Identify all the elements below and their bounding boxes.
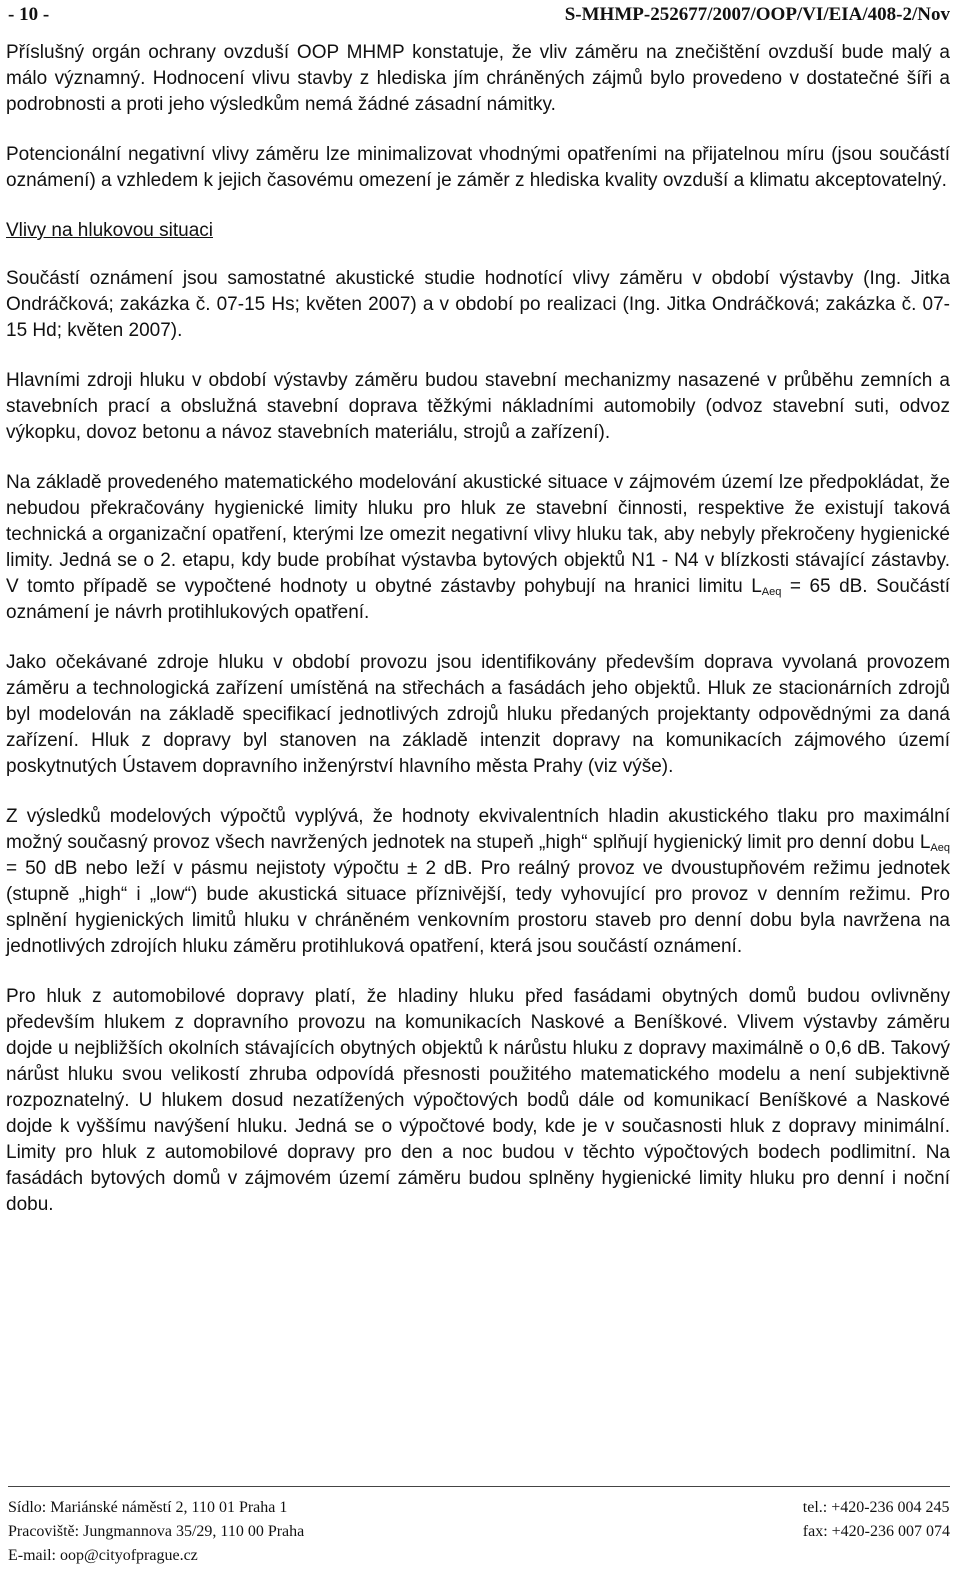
paragraph-acoustic-studies: Součástí oznámení jsou samostatné akustické studie hodnotící vlivy záměru v období výstavby (Ing. Jitka Ondráčková; zakázka č. 07-15 Hs; květen 2007) a v období po realizaci (Ing. Jitka Ondráčková; zakázka č. 07-15 Hd; květen 2007). [6, 268, 950, 341]
footer-workplace: Pracoviště: Jungmannova 35/29, 110 00 Praha [8, 1523, 305, 1540]
paragraph-air-mitigation: Potencionální negativní vlivy záměru lze minimalizovat vhodnými opatřeními na přijatelnou míru (jsou součástí oznámení) a vzhledem k jejich časovému omezení je záměr z hlediska kvality ovzduší a klimatu akceptovatelný. [6, 144, 950, 191]
footer-phone: tel.: +420-236 004 245 [802, 1499, 950, 1516]
page-footer [8, 1474, 950, 1574]
paragraph-text: Na základě provedeného matematického modelování akustické situace v zájmovém území lze předpokládat, že nebudou překračovány hygienické limity hluku pro hluk ze stavební činnosti, respektive že existují taková technická a organizační opatření, kterými lze omezit negativní vlivy hluku tak, aby nebyly překročeny hygienické limity. Jedná se o 2. etapu, kdy bude probíhat výstavba bytových objektů N1 - N4 v blízkosti stávající zástavby. V tomto případě se vypočtené hodnoty u obytné zástavby pohybují na hranici limitu L [6, 472, 950, 597]
footer-address: Sídlo: Mariánské náměstí 2, 110 01 Praha 1 [8, 1499, 288, 1516]
laeq-subscript: Aeq [761, 586, 782, 598]
paragraph-traffic-noise: Pro hluk z automobilové dopravy platí, že hladiny hluku před fasádami obytných domů budou ovlivněny především hlukem z dopravního provozu na komunikacích Naskové a Beníškové. Vlivem výstavby záměru dojde u nejbližších okolních stávajících obytných objektů k nárůstu hluku z dopravy maximálně o 0,6 dB. Takový nárůst hluku svou velikostí zhruba odpovídá přesnosti použitého matematického modelu a není subjektivně rozpoznatelný. U hlukem dosud nezatížených výpočtových bodů dále od komunikací Beníškové a Naskové dojde k vyššímu navýšení hluku. Jedná se o výpočtové body, kde je v současnosti hluk z dopravy minimální. Limity pro hluk z automobilové dopravy pro den a noc budou v těchto výpočtových bodech podlimitní. Na fasádách bytových domů v zájmovém území záměru budou splněny hygienické limity hluku pro denní i noční dobu. [6, 986, 950, 1215]
footer-email: E-mail: oop@cityofprague.cz [8, 1547, 198, 1564]
paragraph-noise-modelling [6, 470, 950, 626]
footer-address-block [8, 1496, 304, 1568]
footer-fax: fax: +420-236 007 074 [802, 1523, 950, 1540]
paragraph-construction-noise-sources: Hlavními zdroji hluku v období výstavby záměru budou stavební mechanizmy nasazené v průběhu zemních a stavebních prací a obslužná stavební doprava těžkými nákladními automobily (odvoz stavební suti, odvoz výkopku, dovoz betonu a návoz stavebních materiálu, strojů a zařízení). [6, 370, 950, 443]
paragraph-text: Z výsledků modelových výpočtů vyplývá, že hodnoty ekvivalentních hladin akustického tlaku pro maximální možný současný provoz všech navržených jednotek na stupeň „high“ splňují hygienický limit pro denní dobu L [6, 806, 950, 853]
paragraph-text: = 50 dB nebo leží v pásmu nejistoty výpočtu ± 2 dB. Pro reálný provoz ve dvoustupňovém režimu jednotek (stupně „high“ i „low“) bude akustická situace příznivější, tedy vyhovující pro provoz v denním režimu. Pro splnění hygienických limitů hluku v chráněném venkovním prostoru staveb pro denní dobu byla navržena na jednotlivých zdrojích hluku záměru protihluková opatření, která jsou součástí oznámení. [6, 858, 950, 957]
section-heading-noise: Vlivy na hlukovou situaci [6, 220, 213, 241]
page-header [8, 4, 950, 34]
paragraph-operation-noise-sources: Jako očekávané zdroje hluku v období provozu jsou identifikovány především doprava vyvolaná provozem záměru a technologická zařízení umístěná na střechách a fasádách jeho objektů. Hluk ze stacionárních zdrojů byl modelován na základě specifikací jednotlivých zdrojů hluku předaných projektanty odpovědnými za daná zařízení. Hluk z dopravy byl stanoven na základě intenzit dopravy na komunikacích zájmového území poskytnutých Ústavem dopravního inženýrství hlavního města Prahy (viz výše). [6, 652, 950, 777]
document-body [6, 40, 950, 1242]
laeq-subscript: Aeq [930, 842, 950, 854]
footer-divider [8, 1486, 950, 1487]
paragraph-model-results [6, 804, 950, 960]
paragraph-air-conclusion: Příslušný orgán ochrany ovzduší OOP MHMP konstatuje, že vliv záměru na znečištění ovzduší bude malý a málo významný. Hodnocení vlivu stavby z hlediska jím chráněných zájmů bylo provedeno v dostatečné šíři a podrobnosti a proti jeho výsledkům nemá žádné zásadní námitky. [6, 42, 950, 115]
document-reference: S-MHMP-252677/2007/OOP/VI/EIA/408-2/Nov [564, 4, 950, 25]
page-number: - 10 - [8, 4, 50, 25]
footer-contact-block [803, 1496, 950, 1544]
paragraph-text: = 65 dB. Součástí oznámení je návrh protihlukových opatření. [6, 576, 951, 623]
